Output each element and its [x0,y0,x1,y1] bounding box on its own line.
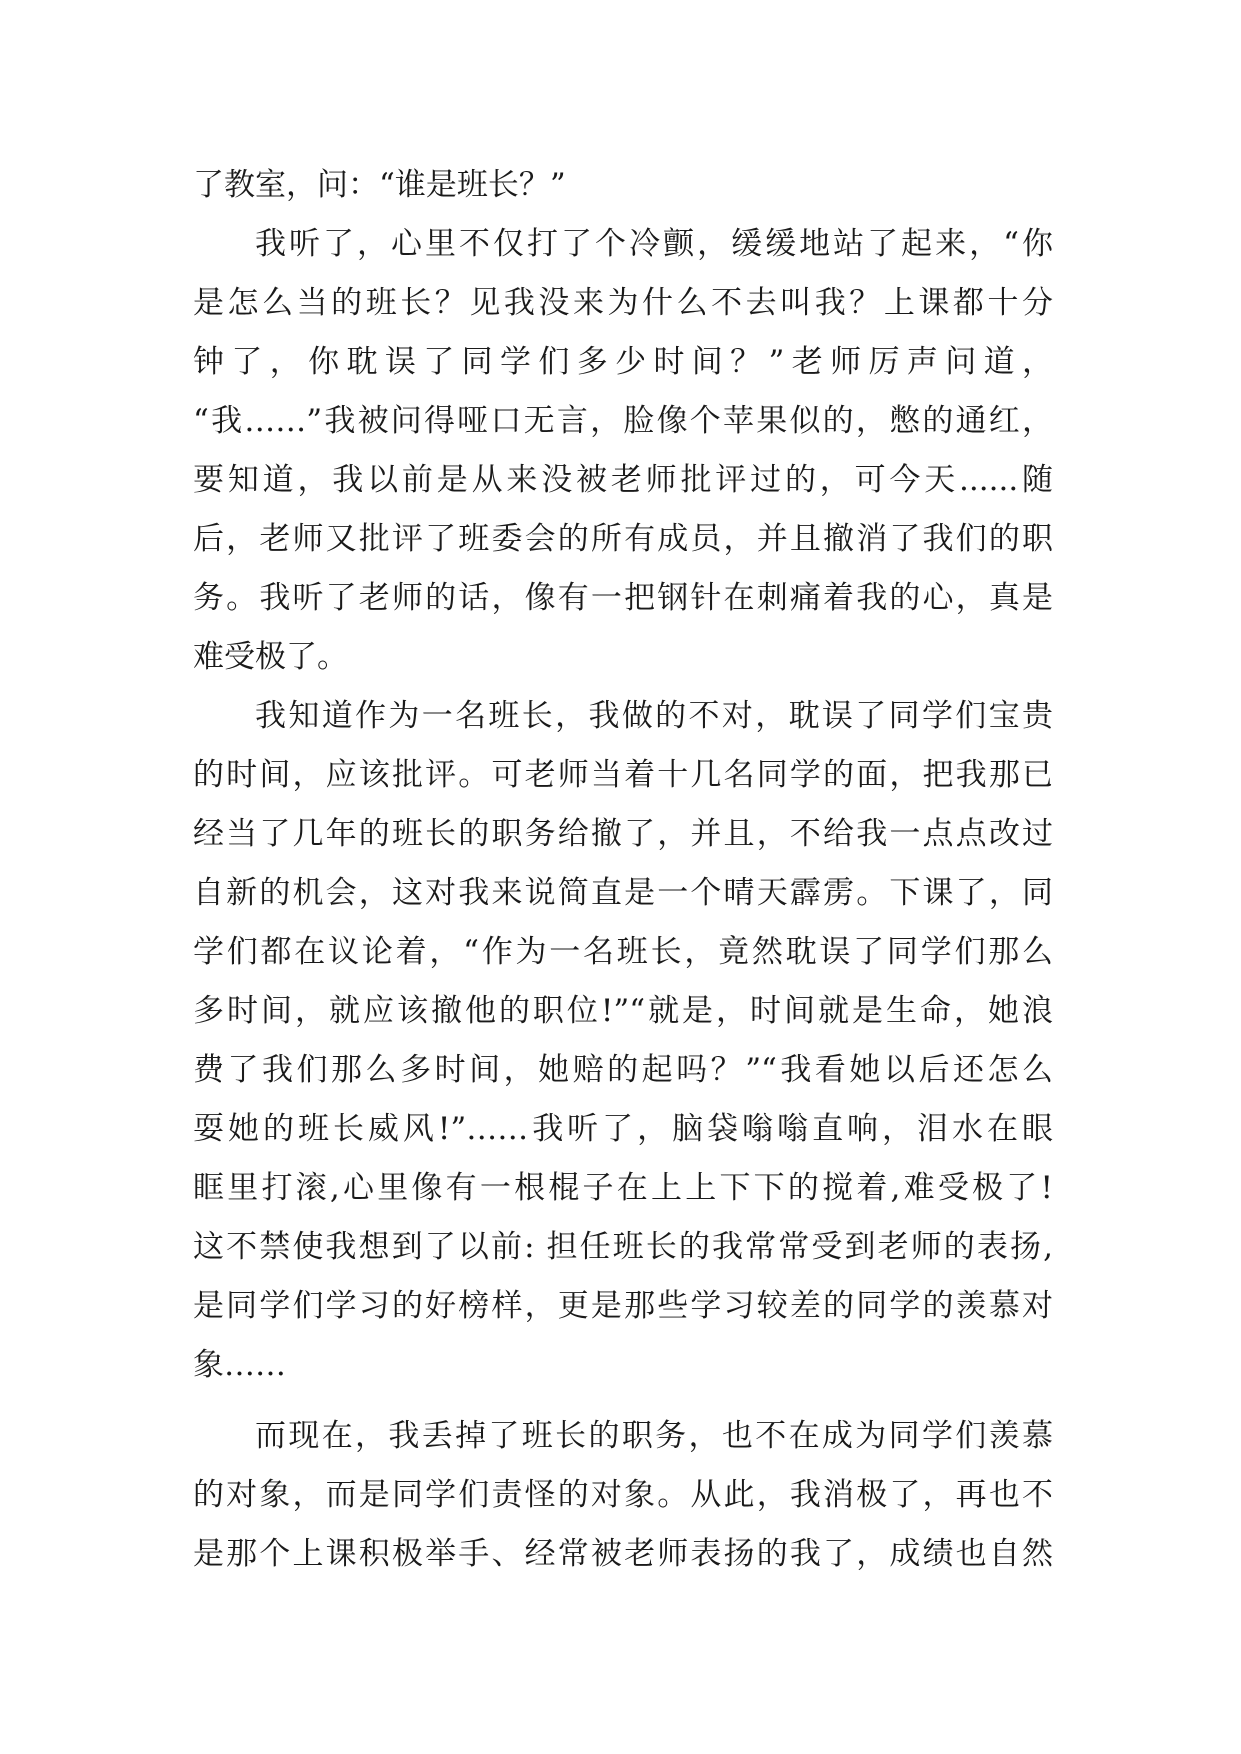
paragraph-2 [193,215,1053,687]
text-line: 了教室，问：“谁是班长？” [193,167,566,203]
text-line: 要知道，我以前是从来没被老师批评过的，可今天......随 [193,462,1053,498]
paragraph-3 [193,687,1053,1395]
text-line: 多时间，就应该撤他的职位!”“就是，时间就是生命，她浪 [193,993,1053,1029]
text-line: 的时间，应该批评。可老师当着十几名同学的面，把我那已 [193,757,1053,793]
text-line: 这不禁使我想到了以前: 担任班长的我常常受到老师的表扬, [193,1229,1053,1265]
text-line: 务。我听了老师的话，像有一把钢针在刺痛着我的心，真是 [193,580,1053,616]
text-line: 的对象，而是同学们责怪的对象。从此，我消极了，再也不 [193,1477,1053,1513]
paragraph-gap [193,1395,1053,1407]
text-line: 是那个上课积极举手、经常被老师表扬的我了，成绩也自然 [193,1536,1053,1572]
text-line: 我听了，心里不仅打了个冷颤，缓缓地站了起来，“你 [255,226,1053,262]
text-line: 费了我们那么多时间，她赔的起吗？”“我看她以后还怎么 [193,1052,1053,1088]
body-text [193,156,1053,1584]
text-line: 耍她的班长威风!”……我听了，脑袋嗡嗡直响，泪水在眼 [193,1111,1053,1147]
text-line: 钟了，你耽误了同学们多少时间？”老师厉声问道， [193,344,1053,380]
text-line: 而现在，我丢掉了班长的职务，也不在成为同学们羡慕 [255,1418,1053,1454]
text-line: 学们都在议论着，“作为一名班长，竟然耽误了同学们那么 [193,934,1053,970]
paragraph-1 [193,156,1053,215]
text-line: “我……”我被问得哑口无言，脸像个苹果似的，憋的通红， [193,403,1053,439]
text-line: 后，老师又批评了班委会的所有成员，并且撤消了我们的职 [193,521,1053,557]
text-line: 我知道作为一名班长，我做的不对，耽误了同学们宝贵 [255,698,1053,734]
paragraph-4 [193,1407,1053,1584]
text-line: 眶里打滚,心里像有一根棍子在上上下下的搅着,难受极了! [193,1170,1053,1206]
text-line: 是同学们学习的好榜样，更是那些学习较差的同学的羡慕对 [193,1288,1053,1324]
text-line: 自新的机会，这对我来说简直是一个晴天霹雳。下课了，同 [193,875,1053,911]
text-line: 难受极了。 [193,639,348,675]
text-line: 是怎么当的班长？见我没来为什么不去叫我？上课都十分 [193,285,1053,321]
text-line: 经当了几年的班长的职务给撤了，并且，不给我一点点改过 [193,816,1053,852]
text-line: 象…… [193,1347,286,1383]
